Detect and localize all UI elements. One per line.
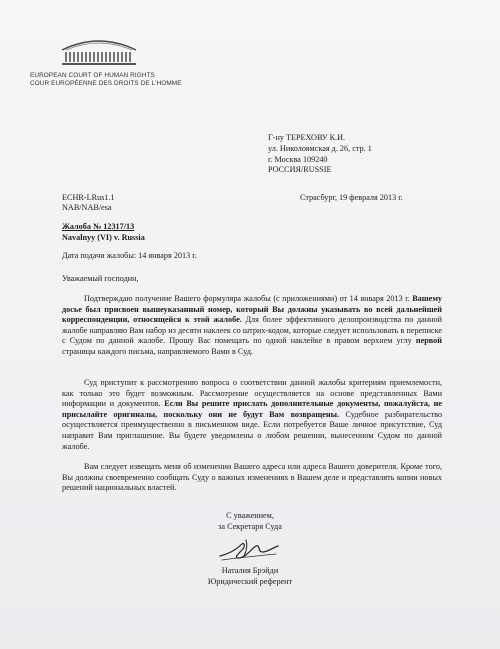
bold-text-run: Вашему досье был присвоен вышеуказанный номер, который Вы должны указывать во всей дальнейшей корреспонденции, относящейся к этой жалобе. — [62, 294, 442, 325]
handwritten-signature — [216, 536, 282, 564]
application-number: Жалоба № 12317/13 — [62, 222, 135, 231]
bold-text-run: Если Вы решите прислать дополнительные документы, пожалуйста, не присылайте оригиналы, поскольку они не будут Вам возвращены. — [62, 399, 443, 419]
closing-line: С уважением, — [226, 511, 274, 520]
reference-line: NAB/NAB/esa — [62, 203, 112, 212]
court-building-logo — [54, 34, 144, 68]
reference-line: ECHR-LRus1.1 — [62, 193, 115, 202]
recipient-line: Г-ну ТЕРЕХОВУ К.И. — [268, 133, 346, 142]
subject-block — [62, 222, 145, 243]
recipient-line: г. Москва 109240 — [268, 154, 328, 164]
case-title: Navalnyy (VI) v. Russia — [62, 232, 145, 242]
closing-block — [195, 511, 305, 532]
recipient-line: ул. Николоямская д. 26, стр. 1 — [268, 143, 372, 153]
place-date: Страсбург, 19 февраля 2013 г. — [300, 193, 403, 202]
text-run: страницы каждого письма, направляемого Вами в Суд. — [62, 346, 253, 356]
paragraph-3: Вам следует извещать меня об изменении Вашего адреса или адреса Вашего доверителя. Кроме того, Вы должны своевременно сообщать Суду о важных изменениях в Вашем деле и представлять копии новых решений национальных властей. — [62, 462, 442, 493]
text-run: Подтверждаю получение Вашего формуляра жалобы (с приложениями) от 14 января 2013 г. — [84, 294, 413, 303]
signer-block — [195, 566, 305, 587]
text-run: Судебное разбирательство осуществляется преимущественно в письменном виде. Если потребуется Ваше личное присутствие, Суд направит Вам приглашение. Вы будете уведомлены о любом решении, вынесенном Судом по данной жалобе. — [62, 409, 442, 451]
signer-name: Наталия Брэйди — [221, 566, 279, 575]
reference-code — [62, 193, 115, 213]
filing-date: Дата подачи жалобы: 14 января 2013 г. — [62, 251, 197, 260]
paragraph-1 — [62, 294, 442, 358]
signer-title: Юридический референт — [207, 576, 293, 586]
court-name-french: COUR EUROPÉENNE DES DROITS DE L'HOMME — [30, 80, 182, 87]
text-run: Суд приступит к рассмотрению вопроса о соответствии данной жалобы критериям приемлемости, как только это будет возможным. Рассмотрение осуществляется на основе представленных Вами информации и документов. — [62, 378, 442, 409]
recipient-address — [268, 133, 372, 176]
text-run: Для более эффективного делопроизводства по данной жалобе направляю Вам набор из десяти наклеек со штрих-кодом, которые следует использовать в переписке с Судом по данной жалобе. Прошу Вас помещать по одной наклейке в правом верхнем углу — [62, 315, 443, 346]
court-name-english: EUROPEAN COURT OF HUMAN RIGHTS — [30, 72, 155, 79]
bold-text-run: первой — [415, 336, 442, 346]
closing-line: за Секретаря Суда — [218, 521, 282, 531]
recipient-line: РОССИЯ/RUSSIE — [268, 165, 332, 175]
salutation: Уважаемый господин, — [62, 274, 139, 283]
paragraph-2 — [62, 378, 442, 452]
